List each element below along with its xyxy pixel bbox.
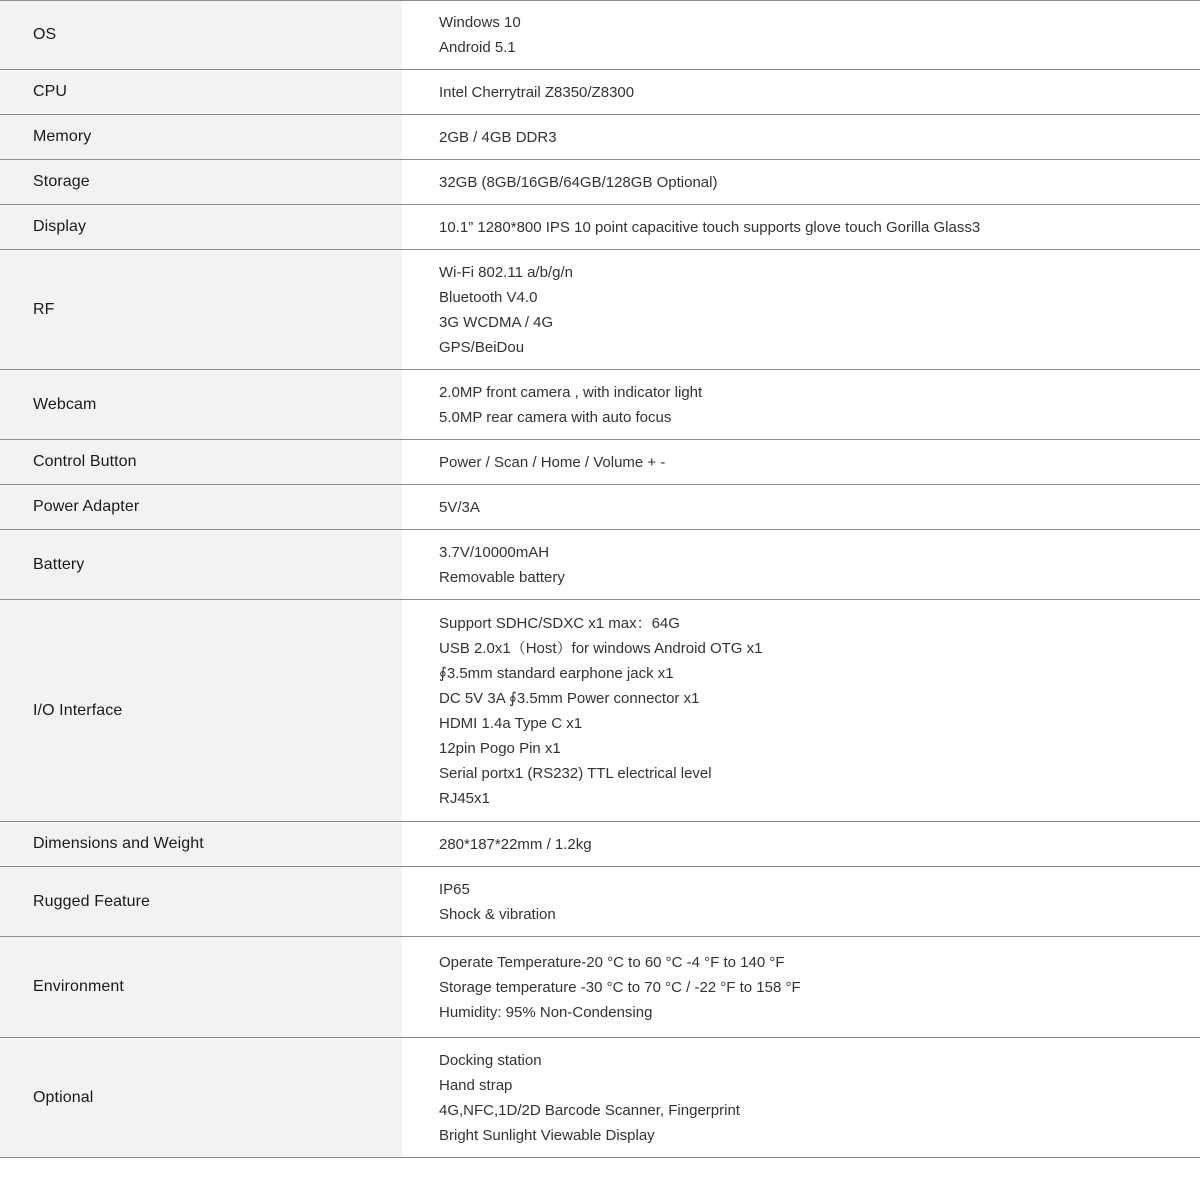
spec-label-cell xyxy=(0,205,402,249)
spec-value-line: Humidity: 95% Non-Condensing xyxy=(439,1003,653,1021)
spec-row xyxy=(0,115,1200,160)
spec-row xyxy=(0,250,1200,370)
spec-value-line: HDMI 1.4a Type C x1 xyxy=(439,714,583,732)
spec-row xyxy=(0,1038,1200,1158)
spec-value-cell xyxy=(402,1,1200,69)
spec-value-line: Removable battery xyxy=(439,568,565,586)
spec-label: RF xyxy=(33,300,55,318)
spec-label: Webcam xyxy=(33,395,97,413)
spec-row xyxy=(0,867,1200,937)
spec-value-line: Intel Cherrytrail Z8350/Z8300 xyxy=(439,83,635,101)
spec-label-cell xyxy=(0,1038,402,1157)
spec-row xyxy=(0,160,1200,205)
spec-value-line: RJ45x1 xyxy=(439,789,490,807)
spec-value-line: Serial portx1 (RS232) TTL electrical level xyxy=(439,764,712,782)
spec-value-line: Bluetooth V4.0 xyxy=(439,288,538,306)
spec-value-line: 5V/3A xyxy=(439,498,480,516)
spec-label: Storage xyxy=(33,173,90,190)
spec-value-line: 32GB (8GB/16GB/64GB/128GB Optional) xyxy=(439,173,718,191)
spec-label: Power Adapter xyxy=(33,498,140,515)
spec-row xyxy=(0,822,1200,867)
spec-value-line: Storage temperature -30 °C to 70 °C / -22 °F to 158 °F xyxy=(439,978,801,996)
spec-value-cell xyxy=(402,205,1200,249)
spec-value-line: 2.0MP front camera , with indicator light xyxy=(439,383,703,401)
spec-label-cell xyxy=(0,485,402,529)
spec-value-cell xyxy=(402,822,1200,866)
spec-label: Memory xyxy=(33,128,92,145)
spec-value-cell xyxy=(402,1038,1200,1157)
spec-value-line: 4G,NFC,1D/2D Barcode Scanner, Fingerprint xyxy=(439,1101,740,1119)
spec-value-line: Windows 10 xyxy=(439,14,521,31)
spec-label-cell xyxy=(0,867,402,936)
spec-value-line: ∮3.5mm standard earphone jack x1 xyxy=(439,664,674,682)
spec-label: Battery xyxy=(33,555,85,573)
spec-label-cell xyxy=(0,822,402,866)
spec-value-line: Wi-Fi 802.11 a/b/g/n xyxy=(439,263,573,281)
spec-label-cell xyxy=(0,160,402,204)
spec-value-cell xyxy=(402,867,1200,936)
spec-label-cell xyxy=(0,600,402,821)
spec-value-line: GPS/BeiDou xyxy=(439,338,525,356)
spec-value-cell xyxy=(402,250,1200,369)
spec-label-cell xyxy=(0,1,402,69)
spec-label-cell xyxy=(0,530,402,599)
spec-value-cell xyxy=(402,937,1200,1037)
spec-value-line: Operate Temperature-20 °C to 60 °C -4 °F to 140 °F xyxy=(439,953,785,971)
spec-row xyxy=(0,937,1200,1038)
spec-value-line: 3.7V/10000mAH xyxy=(439,543,550,561)
spec-label: OS xyxy=(33,26,57,43)
spec-value-line: DC 5V 3A ∮3.5mm Power connector x1 xyxy=(439,689,700,707)
spec-value-cell xyxy=(402,115,1200,159)
spec-value-line: Power / Scan / Home / Volume + - xyxy=(439,453,666,471)
spec-label-cell xyxy=(0,440,402,484)
spec-value-line: Android 5.1 xyxy=(439,39,516,56)
spec-label: Optional xyxy=(33,1088,94,1106)
spec-value-cell xyxy=(402,160,1200,204)
spec-value-cell xyxy=(402,485,1200,529)
spec-value-cell xyxy=(402,70,1200,114)
spec-label-cell xyxy=(0,250,402,369)
spec-value-line: 3G WCDMA / 4G xyxy=(439,313,554,331)
spec-label: Environment xyxy=(33,978,124,995)
spec-value-cell xyxy=(402,530,1200,599)
spec-value-line: 10.1” 1280*800 IPS 10 point capacitive touch supports glove touch Gorilla Glass3 xyxy=(439,218,981,236)
spec-row xyxy=(0,530,1200,600)
spec-value-line: Support SDHC/SDXC x1 max：64G xyxy=(439,614,680,632)
spec-value-line: Bright Sunlight Viewable Display xyxy=(439,1126,655,1144)
spec-value-line: 2GB / 4GB DDR3 xyxy=(439,128,557,146)
spec-value-line: Hand strap xyxy=(439,1076,513,1094)
spec-label-cell xyxy=(0,937,402,1037)
spec-label: CPU xyxy=(33,83,68,100)
spec-row xyxy=(0,1,1200,70)
spec-value-cell xyxy=(402,440,1200,484)
spec-value-cell xyxy=(402,370,1200,439)
spec-row xyxy=(0,600,1200,822)
spec-value-line: 12pin Pogo Pin x1 xyxy=(439,739,561,757)
spec-value-line: Docking station xyxy=(439,1051,542,1069)
spec-label-cell xyxy=(0,115,402,159)
spec-value-cell xyxy=(402,600,1200,821)
spec-label: Display xyxy=(33,218,87,235)
spec-label: Dimensions and Weight xyxy=(33,835,204,852)
spec-label-cell xyxy=(0,70,402,114)
spec-value-line: 5.0MP rear camera with auto focus xyxy=(439,408,672,426)
spec-value-line: IP65 xyxy=(439,880,470,898)
spec-value-line: Shock & vibration xyxy=(439,905,556,923)
spec-row xyxy=(0,440,1200,485)
spec-row xyxy=(0,370,1200,440)
spec-label: Control Button xyxy=(33,453,137,470)
spec-row xyxy=(0,205,1200,250)
spec-label: I/O Interface xyxy=(33,701,123,719)
spec-row xyxy=(0,485,1200,530)
spec-label: Rugged Feature xyxy=(33,892,151,910)
spec-label-cell xyxy=(0,370,402,439)
spec-row xyxy=(0,70,1200,115)
spec-value-line: 280*187*22mm / 1.2kg xyxy=(439,835,592,853)
spec-value-line: USB 2.0x1（Host）for windows Android OTG x1 xyxy=(439,639,763,657)
